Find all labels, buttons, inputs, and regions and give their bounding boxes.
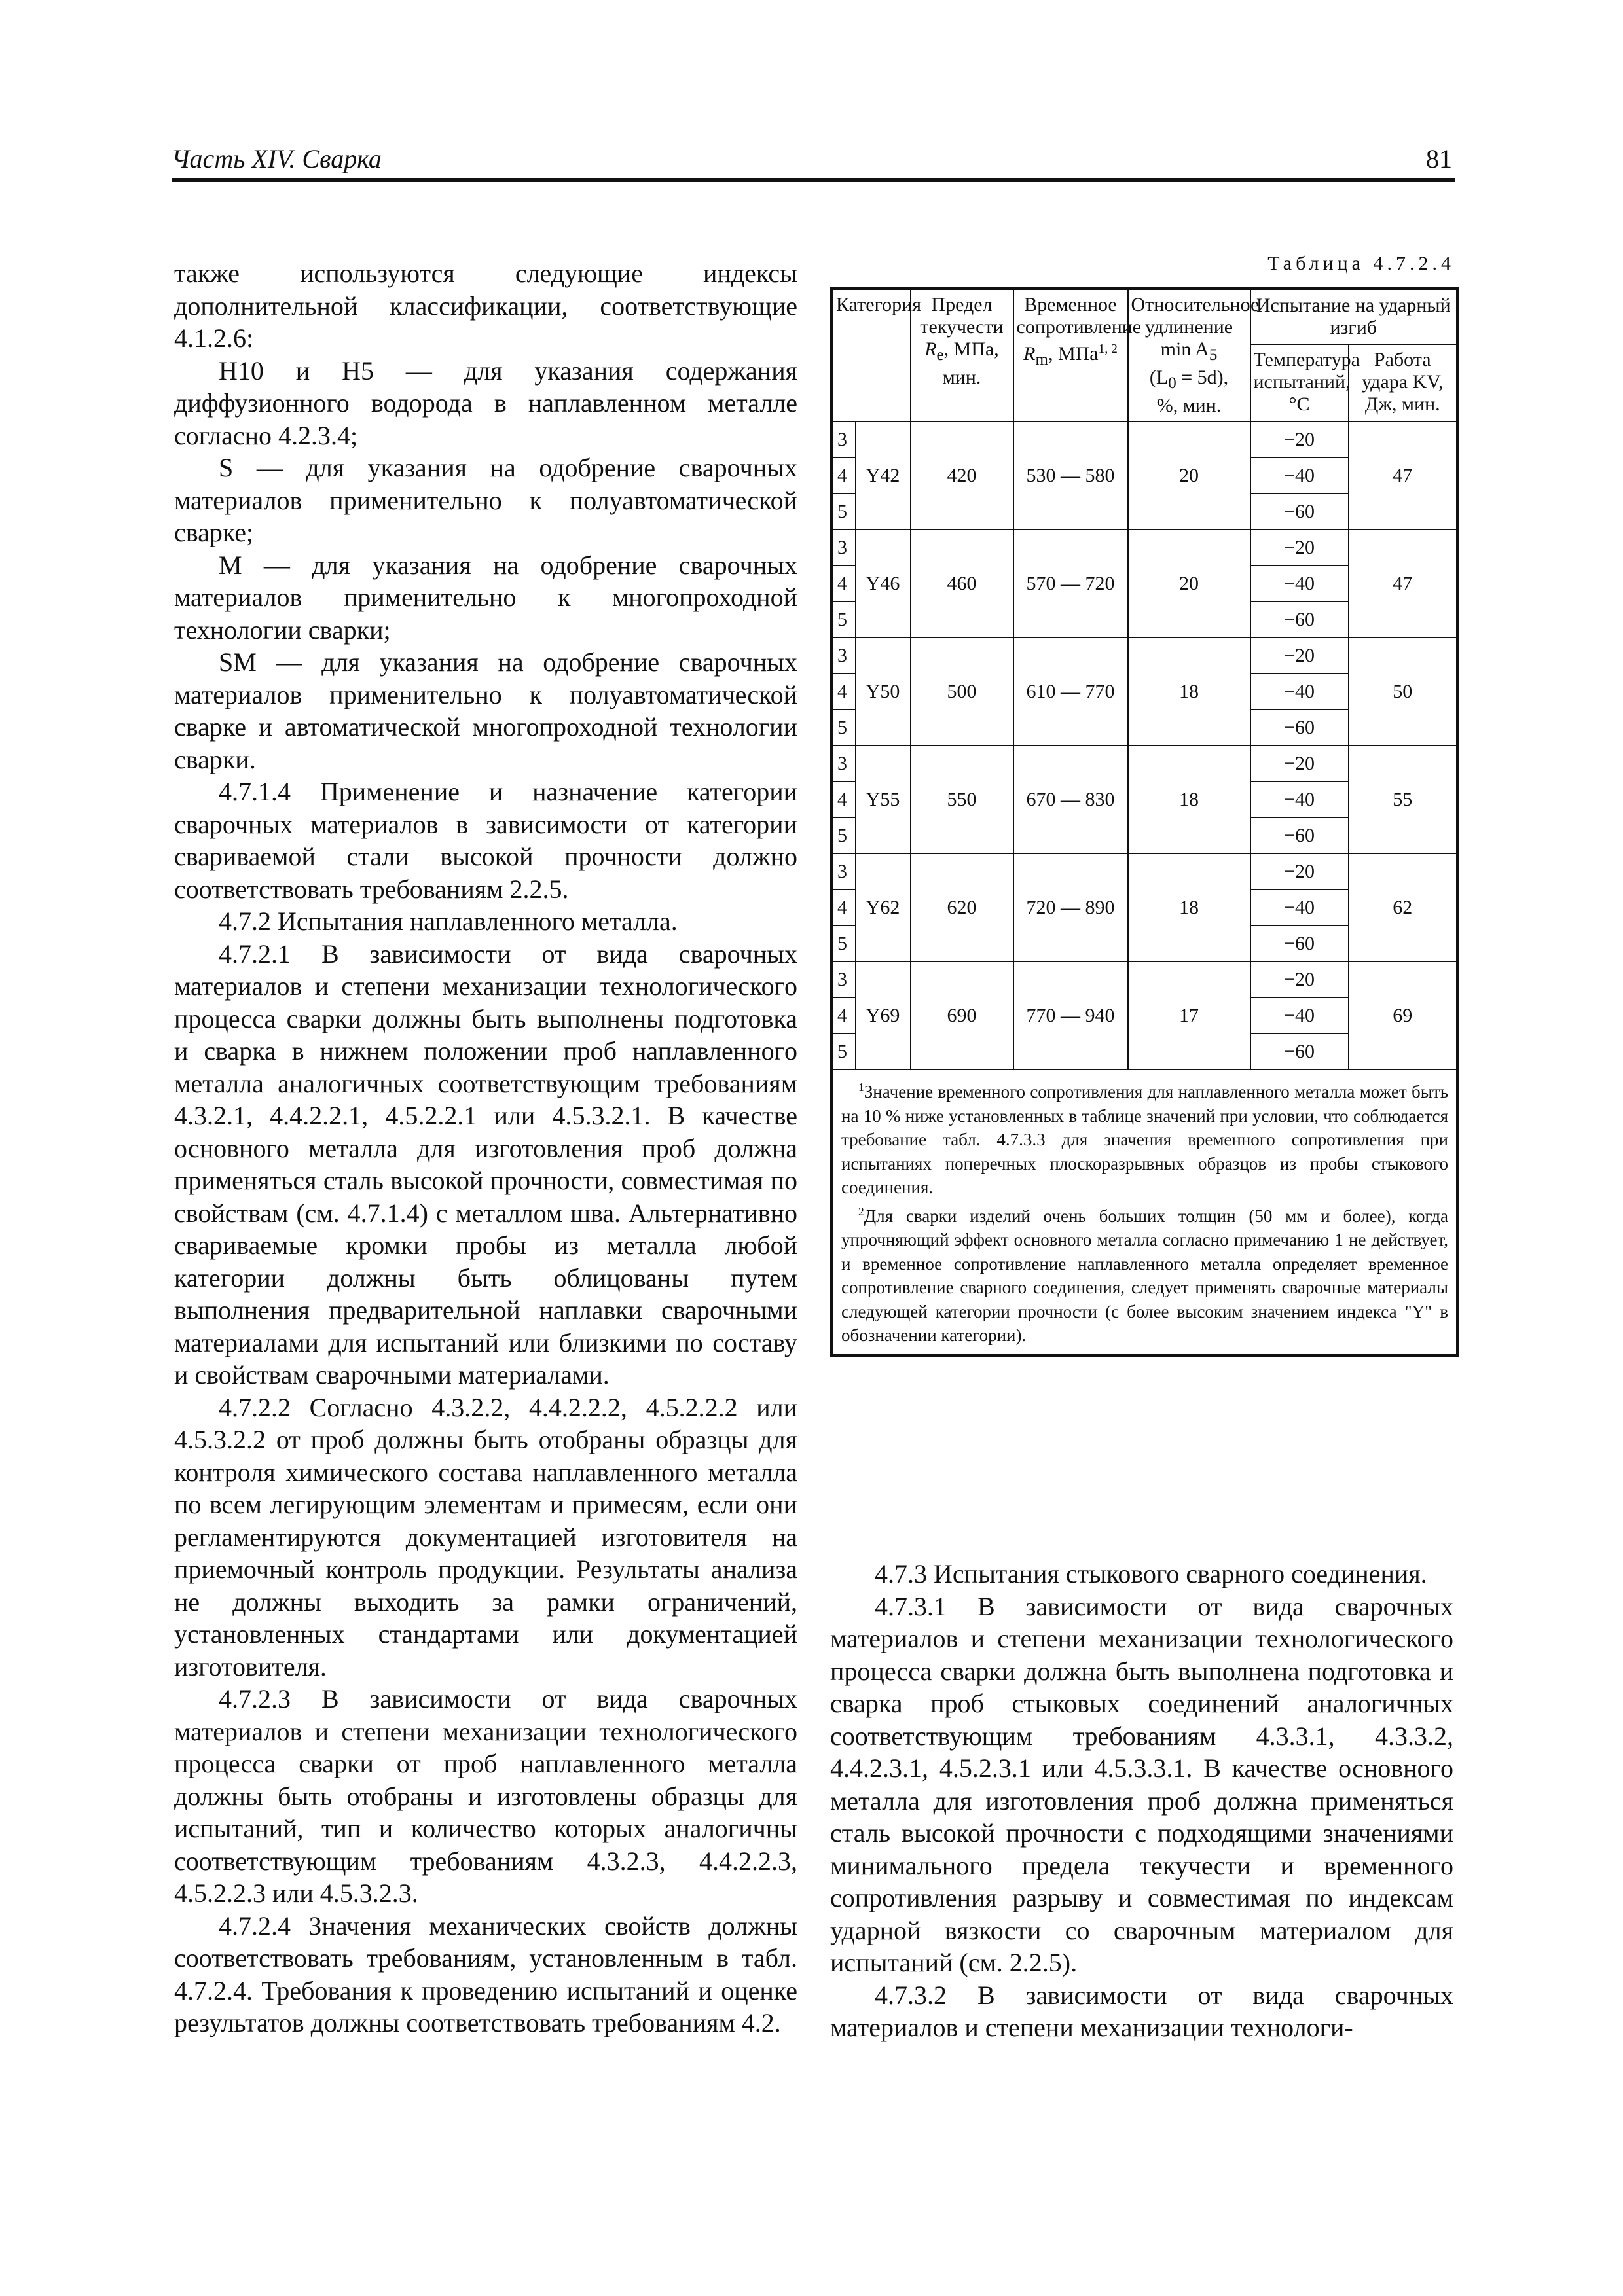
temperature-cell: −40 bbox=[1250, 565, 1349, 601]
paragraph: H10 и H5 — для указания содержания диффузионного водорода в наплавленном металле согласно 4.2.3.4; bbox=[174, 355, 797, 450]
tensile-cell: 720 — 890 bbox=[1013, 853, 1128, 961]
level-cell: 4 bbox=[832, 997, 856, 1033]
temperature-cell: −20 bbox=[1250, 529, 1349, 565]
temperature-cell: −60 bbox=[1250, 493, 1349, 529]
mechanical-properties-table bbox=[830, 287, 1459, 1357]
level-cell: 5 bbox=[832, 601, 856, 637]
category-cell: Y69 bbox=[856, 961, 911, 1069]
note-2: $^2$Для сварки изделий очень больших толщин (50 мм и более), когда упрочняющий эффект основного металла согласно примечанию 1 не действует, и временное сопротивление наплавленного металла определяет временное сопротивление сварного соединения, следует применять сварочные материалы следующей категории прочности (с более высоким значением индекса "Y" в обозначении категории). bbox=[841, 1204, 1449, 1345]
paragraph: 4.7.2.1 В зависимости от вида сварочных материалов и степени механизации технологического процесса сварки должны быть выполнены подготовка и сварка в нижнем положении проб наплавленного металла аналогичных соответствующим требованиям 4.3.2.1, 4.4.2.2.1, 4.5.2.2.1 или 4.5.3.2.1. В качестве основного металла для изготовления проб должна применяться сталь высокой прочности, совместимая по свойствам (см. 4.7.1.4) с металлом шва. Альтернативно свариваемые кромки пробы из металла любой категории должны быть облицованы путем выполнения предварительной наплавки сварочными материалами для испытаний или близкими по составу и свойствам сварочными материалами. bbox=[174, 939, 797, 1390]
table-row bbox=[832, 637, 1458, 673]
elongation-cell: 20 bbox=[1128, 422, 1250, 529]
level-cell: 4 bbox=[832, 673, 856, 709]
level-cell: 3 bbox=[832, 422, 856, 457]
yield-cell: 690 bbox=[911, 961, 1013, 1069]
yield-cell: 500 bbox=[911, 637, 1013, 745]
level-cell: 5 bbox=[832, 817, 856, 853]
header-energy: Работа удара KV, Дж, мин. bbox=[1349, 344, 1458, 422]
category-cell: Y42 bbox=[856, 422, 911, 529]
temperature-cell: −20 bbox=[1250, 745, 1349, 781]
level-cell: 5 bbox=[832, 709, 856, 745]
yield-cell: 420 bbox=[911, 422, 1013, 529]
section-heading: 4.7.2 Испытания наплавленного металла. bbox=[219, 906, 678, 936]
tensile-cell: 670 — 830 bbox=[1013, 745, 1128, 853]
header-tensile: Временное сопротивление $R_m$, МПа$^{1, 2}$ bbox=[1013, 289, 1128, 422]
level-cell: 4 bbox=[832, 781, 856, 817]
temperature-cell: −40 bbox=[1250, 889, 1349, 925]
tensile-cell: 610 — 770 bbox=[1013, 637, 1128, 745]
temperature-cell: −20 bbox=[1250, 422, 1349, 457]
energy-cell: 47 bbox=[1349, 529, 1458, 637]
temperature-cell: −60 bbox=[1250, 709, 1349, 745]
paragraph: SM — для указания на одобрение сварочных материалов применительно к полуавтоматической сварке и автоматической многопроходной технологии сварки. bbox=[174, 647, 797, 774]
yield-cell: 550 bbox=[911, 745, 1013, 853]
table-notes bbox=[832, 1069, 1458, 1355]
paragraph: также используются следующие индексы дополнительной классификации, соответствующие 4.1.2.6: bbox=[174, 259, 797, 353]
page-header bbox=[172, 145, 1455, 182]
header-temperature: Температура испытаний, °C bbox=[1250, 344, 1349, 422]
category-cell: Y46 bbox=[856, 529, 911, 637]
level-cell: 3 bbox=[832, 961, 856, 997]
header-impact: Испытание на ударный изгиб bbox=[1250, 289, 1458, 344]
category-cell: Y55 bbox=[856, 745, 911, 853]
paragraph: 4.7.1.4 Применение и назначение категории сварочных материалов в зависимости от категории свариваемой стали высокой прочности должно соответствовать требованиям 2.2.5. bbox=[174, 777, 797, 904]
temperature-cell: −60 bbox=[1250, 925, 1349, 961]
level-cell: 5 bbox=[832, 493, 856, 529]
header-elongation: Относительное удлинение $\min A_5$ $(L_0 = 5d)$, %, мин. bbox=[1128, 289, 1250, 422]
tensile-cell: 530 — 580 bbox=[1013, 422, 1128, 529]
level-cell: 4 bbox=[832, 565, 856, 601]
page-number: 81 bbox=[1426, 144, 1452, 173]
energy-cell: 55 bbox=[1349, 745, 1458, 853]
table-row bbox=[832, 745, 1458, 781]
temperature-cell: −60 bbox=[1250, 1033, 1349, 1069]
note-1: $^1$Значение временного сопротивления для наплавленного металла может быть на 10 % ниже установленных в таблице значений при условии, что соблюдается требование табл. 4.7.3.3 для значения временного сопротивления при испытаниях поперечных плоскоразрывных образцов из пробы стыкового соединения. bbox=[841, 1081, 1449, 1197]
table-caption: Таблица 4.7.2.4 bbox=[1267, 253, 1455, 274]
energy-cell: 62 bbox=[1349, 853, 1458, 961]
paragraph: 4.7.2.2 Согласно 4.3.2.2, 4.4.2.2.2, 4.5.2.2.2 или 4.5.3.2.2 от проб должны быть отобраны образцы для контроля химического состава наплавленного металла по всем легирующим элементам и примесям, если они регламентируются документацией изготовителя на приемочный контроль продукции. Результаты анализа не должны выходить за рамки ограничений, установленных стандартами или документацией изготовителя. bbox=[174, 1392, 797, 1681]
paragraph: M — для указания на одобрение сварочных материалов применительно к многопроходной технологии сварки; bbox=[174, 550, 797, 645]
table-row bbox=[832, 853, 1458, 889]
level-cell: 3 bbox=[832, 529, 856, 565]
section-title: Часть XIV. Сварка bbox=[172, 144, 382, 173]
table-row bbox=[832, 529, 1458, 565]
energy-cell: 69 bbox=[1349, 961, 1458, 1069]
temperature-cell: −20 bbox=[1250, 637, 1349, 673]
level-cell: 3 bbox=[832, 637, 856, 673]
header-category: Категория bbox=[832, 289, 911, 422]
level-cell: 4 bbox=[832, 457, 856, 493]
elongation-cell: 18 bbox=[1128, 745, 1250, 853]
category-cell: Y62 bbox=[856, 853, 911, 961]
temperature-cell: −20 bbox=[1250, 853, 1349, 889]
energy-cell: 50 bbox=[1349, 637, 1458, 745]
elongation-cell: 17 bbox=[1128, 961, 1250, 1069]
yield-cell: 620 bbox=[911, 853, 1013, 961]
energy-cell: 47 bbox=[1349, 422, 1458, 529]
level-cell: 4 bbox=[832, 889, 856, 925]
level-cell: 5 bbox=[832, 925, 856, 961]
temperature-cell: −60 bbox=[1250, 817, 1349, 853]
tensile-cell: 570 — 720 bbox=[1013, 529, 1128, 637]
temperature-cell: −20 bbox=[1250, 961, 1349, 997]
paragraph: 4.7.3.2 В зависимости от вида сварочных материалов и степени механизации технологи- bbox=[830, 1980, 1453, 2042]
level-cell: 3 bbox=[832, 745, 856, 781]
table-row bbox=[832, 961, 1458, 997]
section-heading: 4.7.3 Испытания стыкового сварного соединения. bbox=[875, 1559, 1427, 1588]
elongation-cell: 18 bbox=[1128, 853, 1250, 961]
paragraph: S — для указания на одобрение сварочных материалов применительно к полуавтоматической сварке; bbox=[174, 453, 797, 547]
temperature-cell: −40 bbox=[1250, 997, 1349, 1033]
yield-cell: 460 bbox=[911, 529, 1013, 637]
elongation-cell: 20 bbox=[1128, 529, 1250, 637]
temperature-cell: −40 bbox=[1250, 781, 1349, 817]
table-row bbox=[832, 422, 1458, 457]
paragraph: 4.7.2.3 В зависимости от вида сварочных материалов и степени механизации технологического процесса сварки от проб наплавленного металла должны быть отобраны и изготовлены образцы для испытаний, тип и количество которых аналогичны соответствующим требованиям 4.3.2.3, 4.4.2.2.3, 4.5.2.2.3 или 4.5.3.2.3. bbox=[174, 1684, 797, 1908]
level-cell: 3 bbox=[832, 853, 856, 889]
temperature-cell: −40 bbox=[1250, 673, 1349, 709]
tensile-cell: 770 — 940 bbox=[1013, 961, 1128, 1069]
level-cell: 5 bbox=[832, 1033, 856, 1069]
temperature-cell: −60 bbox=[1250, 601, 1349, 637]
header-yield: Предел текучести $R_e$, МПа, мин. bbox=[911, 289, 1013, 422]
elongation-cell: 18 bbox=[1128, 637, 1250, 745]
left-column bbox=[174, 257, 797, 2039]
paragraph: 4.7.3.1 В зависимости от вида сварочных материалов и степени механизации технологического процесса сварки должна быть выполнена подготовка и сварка проб стыковых соединений аналогичных соответствующим требованиям 4.3.3.1, 4.3.3.2, 4.4.2.3.1, 4.5.2.3.1 или 4.5.3.3.1. В качестве основного металла для изготовления проб должна применяться сталь высокой прочности с подходящими значениями минимального предела текучести и временного сопротивления разрыву и совместимая по индексам ударной вязкости со сварочным материалом для испытаний (см. 2.2.5). bbox=[830, 1591, 1453, 1977]
temperature-cell: −40 bbox=[1250, 457, 1349, 493]
paragraph: 4.7.2.4 Значения механических свойств должны соответствовать требованиям, установленным в табл. 4.7.2.4. Требования к проведению испытаний и оценке результатов должны соответствовать требованиям 4.2. bbox=[174, 1910, 797, 2037]
category-cell: Y50 bbox=[856, 637, 911, 745]
right-column bbox=[830, 1558, 1453, 2044]
